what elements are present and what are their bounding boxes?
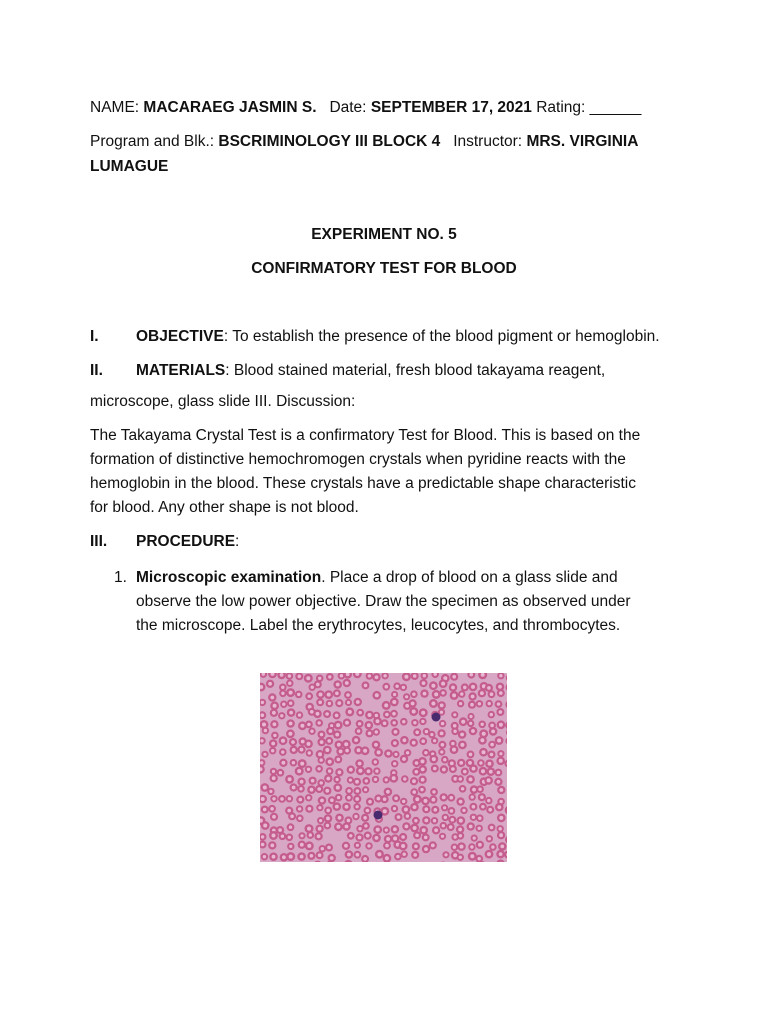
instructor-value: MRS. VIRGINIA xyxy=(526,133,639,150)
step-title: Microscopic examination xyxy=(136,569,322,586)
step-body xyxy=(136,566,696,638)
date-value: SEPTEMBER 17, 2021 xyxy=(370,99,532,116)
materials-continuation: microscope, glass slide III. Discussion: xyxy=(90,393,356,410)
name-label: NAME: xyxy=(90,99,140,116)
materials-number: II. xyxy=(90,362,103,379)
objective-line xyxy=(136,325,660,349)
objective-number: I. xyxy=(90,328,99,345)
step-line: observe the low power objective. Draw the specimen as observed under xyxy=(136,593,631,610)
rating-blank: ______ xyxy=(589,99,642,116)
discussion-line: The Takayama Crystal Test is a confirmatory Test for Blood. This is based on the xyxy=(90,427,641,444)
experiment-title: CONFIRMATORY TEST FOR BLOOD xyxy=(251,260,517,277)
discussion-line: for blood. Any other shape is not blood. xyxy=(90,499,359,516)
header-line-instructor-cont xyxy=(90,155,168,179)
materials-line xyxy=(136,359,605,383)
step-text: . Place a drop of blood on a glass slide and xyxy=(321,569,618,586)
step-line: the microscope. Label the erythrocytes, leucocytes, and thrombocytes. xyxy=(136,617,621,634)
rating-label: Rating: xyxy=(536,99,586,116)
discussion-paragraph xyxy=(90,424,690,520)
header-line-program xyxy=(90,130,638,154)
objective-text: : To establish the presence of the blood pigment or hemoglobin. xyxy=(223,328,660,345)
procedure-label: PROCEDURE xyxy=(136,533,236,550)
date-label: Date: xyxy=(329,99,367,116)
step-line xyxy=(136,566,696,590)
procedure-number: III. xyxy=(90,533,108,550)
program-value: BSCRIMINOLOGY III BLOCK 4 xyxy=(218,133,441,150)
materials-text: : Blood stained material, fresh blood takayama reagent, xyxy=(225,362,606,379)
instructor-label: Instructor: xyxy=(453,133,523,150)
experiment-number: EXPERIMENT NO. 5 xyxy=(311,226,457,243)
step-number: 1. xyxy=(114,569,127,586)
discussion-line: hemoglobin in the blood. These crystals have a predictable shape characteristic xyxy=(90,475,636,492)
procedure-colon: : xyxy=(235,533,240,550)
materials-label: MATERIALS xyxy=(136,362,226,379)
blood-smear-image xyxy=(260,673,507,862)
instructor-value-cont: LUMAGUE xyxy=(90,158,169,175)
name-value: MACARAEG JASMIN S. xyxy=(143,99,317,116)
discussion-line: formation of distinctive hemochromogen crystals when pyridine reacts with the xyxy=(90,451,626,468)
objective-label: OBJECTIVE xyxy=(136,328,224,345)
header-line-name xyxy=(90,96,641,120)
blood-cells-graphic xyxy=(260,673,507,862)
procedure-heading xyxy=(136,530,239,554)
program-label: Program and Blk.: xyxy=(90,133,215,150)
